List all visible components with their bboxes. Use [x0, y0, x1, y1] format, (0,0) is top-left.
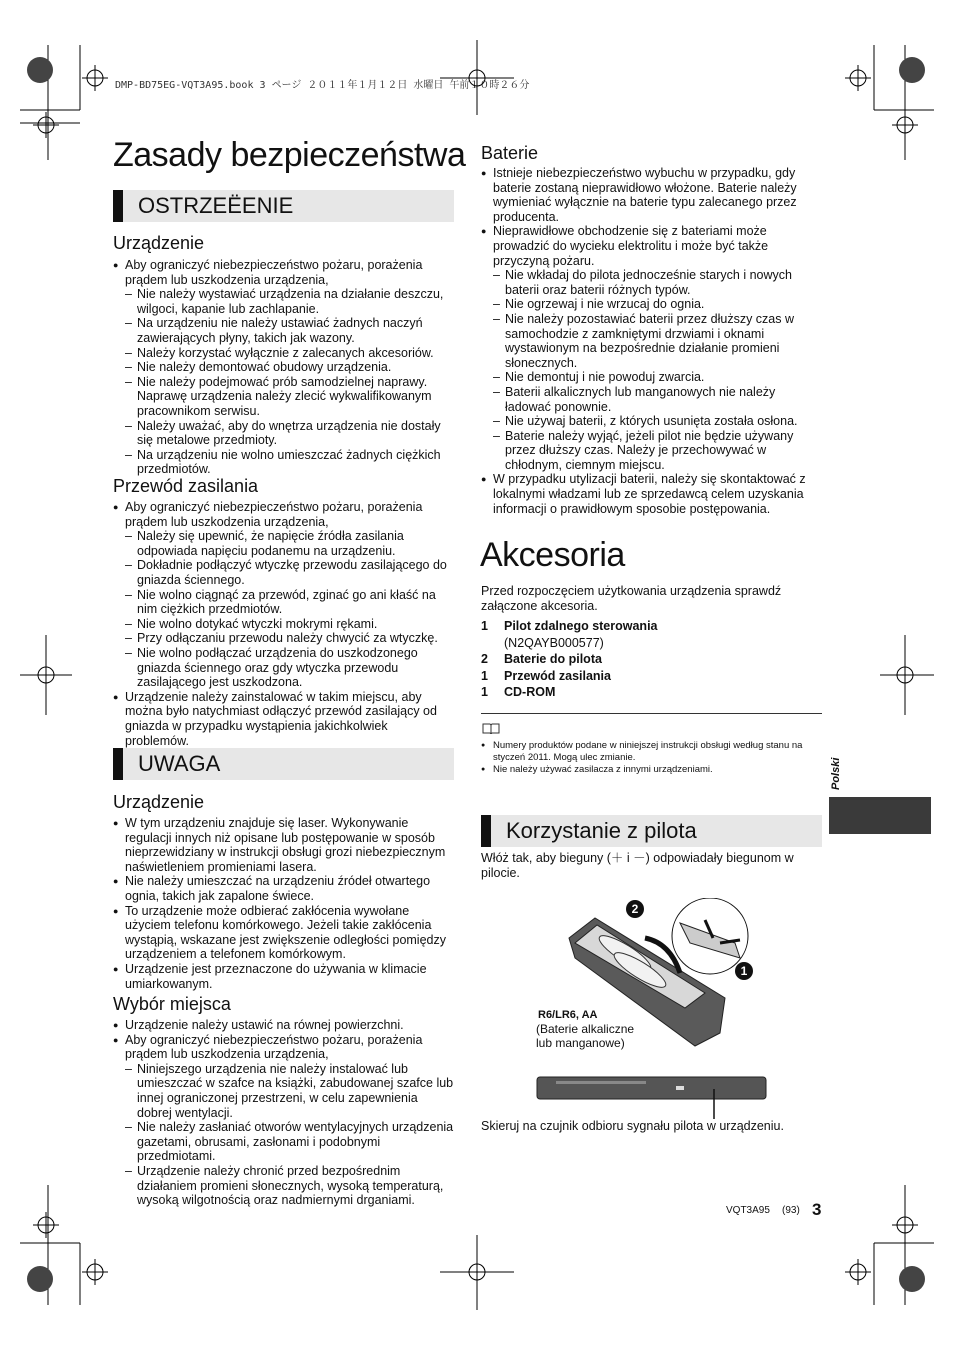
accessory-item — [481, 668, 811, 685]
sensor-caption: Skieruj na czujnik odbioru sygnału pilota w urządzeniu. — [481, 1119, 784, 1133]
dash-item: – Nie wolno podłączać urządzenia do uszkodzonego gniazda ściennego oraz gdy wtyczka przewodu zasilającego jest uszkodzona. — [113, 646, 455, 690]
dash-item: – Dokładnie podłączyć wtyczkę przewodu zasilającego do gniazda ściennego. — [113, 558, 455, 587]
bullet-item: ● W przypadku utylizacji baterii, należy się skontaktować z lokalnymi władzami lub ze sprzedawcą celem uzyskania informacji o prawidłowym sposobie postępowania. — [481, 472, 821, 516]
bullet-item: ● To urządzenie może odbierać zakłócenia wywołane użyciem telefonu komórkowego. Jeżeli takie zakłócenia wystąpią, wskazane jest zwiększenie odległości pomiędzy urządzeniem a telefonem komórkowym. — [113, 904, 455, 962]
accessories-list — [481, 618, 811, 701]
bullet-item: ● Urządzenie należy ustawić na równej powierzchni. — [113, 1018, 455, 1033]
caution-band — [113, 748, 454, 780]
page-number: 3 — [812, 1200, 822, 1219]
language-tab-block — [829, 797, 931, 834]
dash-item: – Baterii alkalicznych lub manganowych nie należy ładować ponownie. — [481, 385, 821, 414]
power-cord-list — [113, 500, 455, 748]
note-book-icon — [482, 721, 500, 732]
step-2-marker — [626, 900, 644, 918]
section-heading-device-caution: Urządzenie — [113, 792, 205, 812]
accessory-item — [481, 618, 811, 635]
file-info-header: DMP-BD75EG-VQT3A95.book 3 ページ ２０１１年１月１２日 水曜日 午前１０時２６分 — [115, 80, 530, 91]
dash-item: – Nie demontuj i nie powoduj zwarcia. — [481, 370, 821, 385]
accessories-title: Akcesoria — [480, 536, 625, 574]
dash-item: – Nie należy demontować obudowy urządzenia. — [113, 360, 455, 375]
accessory-item — [481, 651, 811, 668]
location-list — [113, 1018, 455, 1208]
bullet-item: ● Aby ograniczyć niebezpieczeństwo pożaru, porażenia prądem lub uszkodzenia urządzenia, — [113, 500, 455, 529]
device-caution-list — [113, 816, 455, 991]
remote-band-label: Korzystanie z pilota — [506, 818, 697, 843]
notes-divider — [481, 713, 822, 714]
caution-band-label: UWAGA — [138, 751, 221, 776]
dash-item: – Nie należy pozostawiać baterii przez dłuższy czas w samochodzie z zamkniętymi drzwiami i oknami wystawionym na bezpośrednie działanie promieni słonecznych. — [481, 312, 821, 370]
section-heading-power-cord: Przewód zasilania — [113, 476, 259, 496]
band-marker — [113, 190, 123, 222]
accessory-qty: 1 — [481, 668, 488, 683]
dash-item: – Nie wkładaj do pilota jednocześnie starych i nowych baterii oraz baterii różnych typów. — [481, 268, 821, 297]
bullet-item: ● Aby ograniczyć niebezpieczeństwo pożaru, porażenia prądem lub uszkodzenia urządzenia, — [113, 258, 455, 287]
section-heading-batteries: Baterie — [481, 143, 539, 163]
dash-item: – Nie wolno ciągnąć za przewód, zginać go ani kłaść na nim ciężkich przedmiotów. — [113, 588, 455, 617]
accessory-item — [481, 684, 811, 701]
accessory-name: Przewód zasilania — [504, 668, 611, 683]
player-illustration — [536, 1075, 768, 1120]
warning-band-label: OSTRZEËENIE — [138, 193, 294, 218]
accessory-qty: 1 — [481, 619, 488, 633]
note-item: ● Nie należy używać zasilacza z innymi urządzeniami. — [481, 764, 821, 776]
bullet-item: ● Istnieje niebezpieczeństwo wybuchu w przypadku, gdy baterie zostaną nieprawidłowo włożone. Baterie należy wymieniać wyłącznie na baterie typu zalecanego przez producenta. — [481, 166, 821, 224]
dash-item: – Należy korzystać wyłącznie z zalecanych akcesoriów. — [113, 346, 455, 361]
dash-item: – Należy uważać, aby do wnętrza urządzenia nie dostały się metalowe przedmioty. — [113, 419, 455, 448]
dash-item: – Przy odłączaniu przewodu należy chwycić za wtyczkę. — [113, 631, 455, 646]
dash-item: – Nie ogrzewaj i nie wrzucaj do ognia. — [481, 297, 821, 312]
language-tab-label: Polski — [830, 757, 842, 791]
remote-band — [481, 815, 822, 847]
accessory-name: Baterie do pilota — [504, 652, 602, 666]
accessory-part-number: (N2QAYB000577) — [504, 635, 604, 650]
footer-sub: (93) — [782, 1205, 800, 1216]
bullet-item: ● Urządzenie należy zainstalować w takim miejscu, aby można było natychmiast odłączyć przewód zasilający od gniazda w przypadku wystąpienia jakichkolwiek problemów. — [113, 690, 455, 748]
step-1-marker — [735, 962, 753, 980]
battery-type-label: R6/LR6, AA — [538, 1009, 598, 1021]
bullet-item: ● Urządzenie jest przeznaczone do używania w klimacie umiarkowanym. — [113, 962, 455, 991]
dash-item: – Należy się upewnić, że napięcie źródła zasilania odpowiada napięciu podanemu na urządzeniu. — [113, 529, 455, 558]
dash-item: – Nie należy podejmować prób samodzielnej naprawy. Naprawę urządzenia należy zlecić wykwalifikowanym pracownikom serwisu. — [113, 375, 455, 419]
dash-item: – Na urządzeniu nie wolno umieszczać żadnych ciężkich przedmiotów. — [113, 448, 455, 477]
step-1-number: 1 — [740, 964, 748, 978]
bullet-item: ● Nieprawidłowe obchodzenie się z bateriami może prowadzić do wycieku elektrolitu i może być także przyczyną pożaru. — [481, 224, 821, 268]
dash-item: – Baterie należy wyjąć, jeżeli pilot nie będzie używany przez dłuższy czas. Należy je przechowywać w chłodnym, ciemnym miejscu. — [481, 429, 821, 473]
batteries-list — [481, 166, 821, 516]
note-item: ● Numery produktów podane w niniejszej instrukcji obsługi według stanu na styczeń 2011. Mogą ulec zmianie. — [481, 740, 821, 764]
dash-item: – Niniejszego urządzenia nie należy instalować lub umieszczać w szafce na książki, zabudowanej szafce lub innej ograniczonej przestrzeni, w celu zapewnienia dobrej wentylacji. — [113, 1062, 455, 1120]
accessory-qty: 1 — [481, 685, 488, 699]
dash-item: – Nie należy zasłaniać otworów wentylacyjnych urządzenia gazetami, obrusami, zasłonami i podobnymi przedmiotami. — [113, 1120, 455, 1164]
bullet-item: ● W tym urządzeniu znajduje się laser. Wykonywanie regulacji innych niż opisane lub postępowanie w sposób nieprzewidziany w instrukcji obsługi grozi niebezpiecznym naświetleniem promieniami lasera. — [113, 816, 455, 874]
accessories-intro: Przed rozpoczęciem użytkowania urządzenia sprawdź załączone akcesoria. — [481, 584, 782, 613]
band-marker — [113, 748, 123, 780]
section-heading-device: Urządzenie — [113, 233, 205, 253]
accessory-name: CD-ROM — [504, 685, 556, 699]
dash-item: – Na urządzeniu nie należy ustawiać żadnych naczyń zawierających płyny, takich jak wazony. — [113, 316, 455, 345]
dash-item: – Nie wolno dotykać wtyczki mokrymi rękami. — [113, 617, 455, 632]
footer-code: VQT3A95 — [726, 1205, 770, 1216]
warning-band — [113, 190, 454, 222]
accessory-qty: 2 — [481, 652, 488, 666]
bullet-item: ● Aby ograniczyć niebezpieczeństwo pożaru, porażenia prądem lub uszkodzenia urządzenia, — [113, 1033, 455, 1062]
battery-type-sub2: lub manganowe) — [536, 1036, 625, 1050]
dash-item: – Urządzenie należy chronić przed bezpośrednim działaniem promieni słonecznych, wysoką temperaturą, wysoką wilgotnością oraz nadmiernymi drganiami. — [113, 1164, 455, 1208]
band-marker — [481, 815, 491, 847]
battery-type-sub1: (Baterie alkaliczne — [536, 1022, 635, 1036]
page-title: Zasady bezpieczeństwa — [113, 136, 466, 174]
bullet-item: ● Nie należy umieszczać na urządzeniu źródeł otwartego ognia, takich jak zapalone świece. — [113, 874, 455, 903]
notes-list — [481, 740, 821, 776]
dash-item: – Nie używaj baterii, z których usunięta została osłona. — [481, 414, 821, 429]
remote-intro: Włóż tak, aby bieguny (＋ i －) odpowiadały biegunom w pilocie. — [481, 851, 794, 880]
step-2-number: 2 — [631, 902, 639, 916]
device-warning-list — [113, 258, 455, 477]
dash-item: – Nie należy wystawiać urządzenia na działanie deszczu, wilgoci, kapanie lub zachlapanie. — [113, 287, 455, 316]
accessory-name: Pilot zdalnego sterowania — [504, 619, 658, 633]
section-heading-location: Wybór miejsca — [113, 994, 231, 1014]
